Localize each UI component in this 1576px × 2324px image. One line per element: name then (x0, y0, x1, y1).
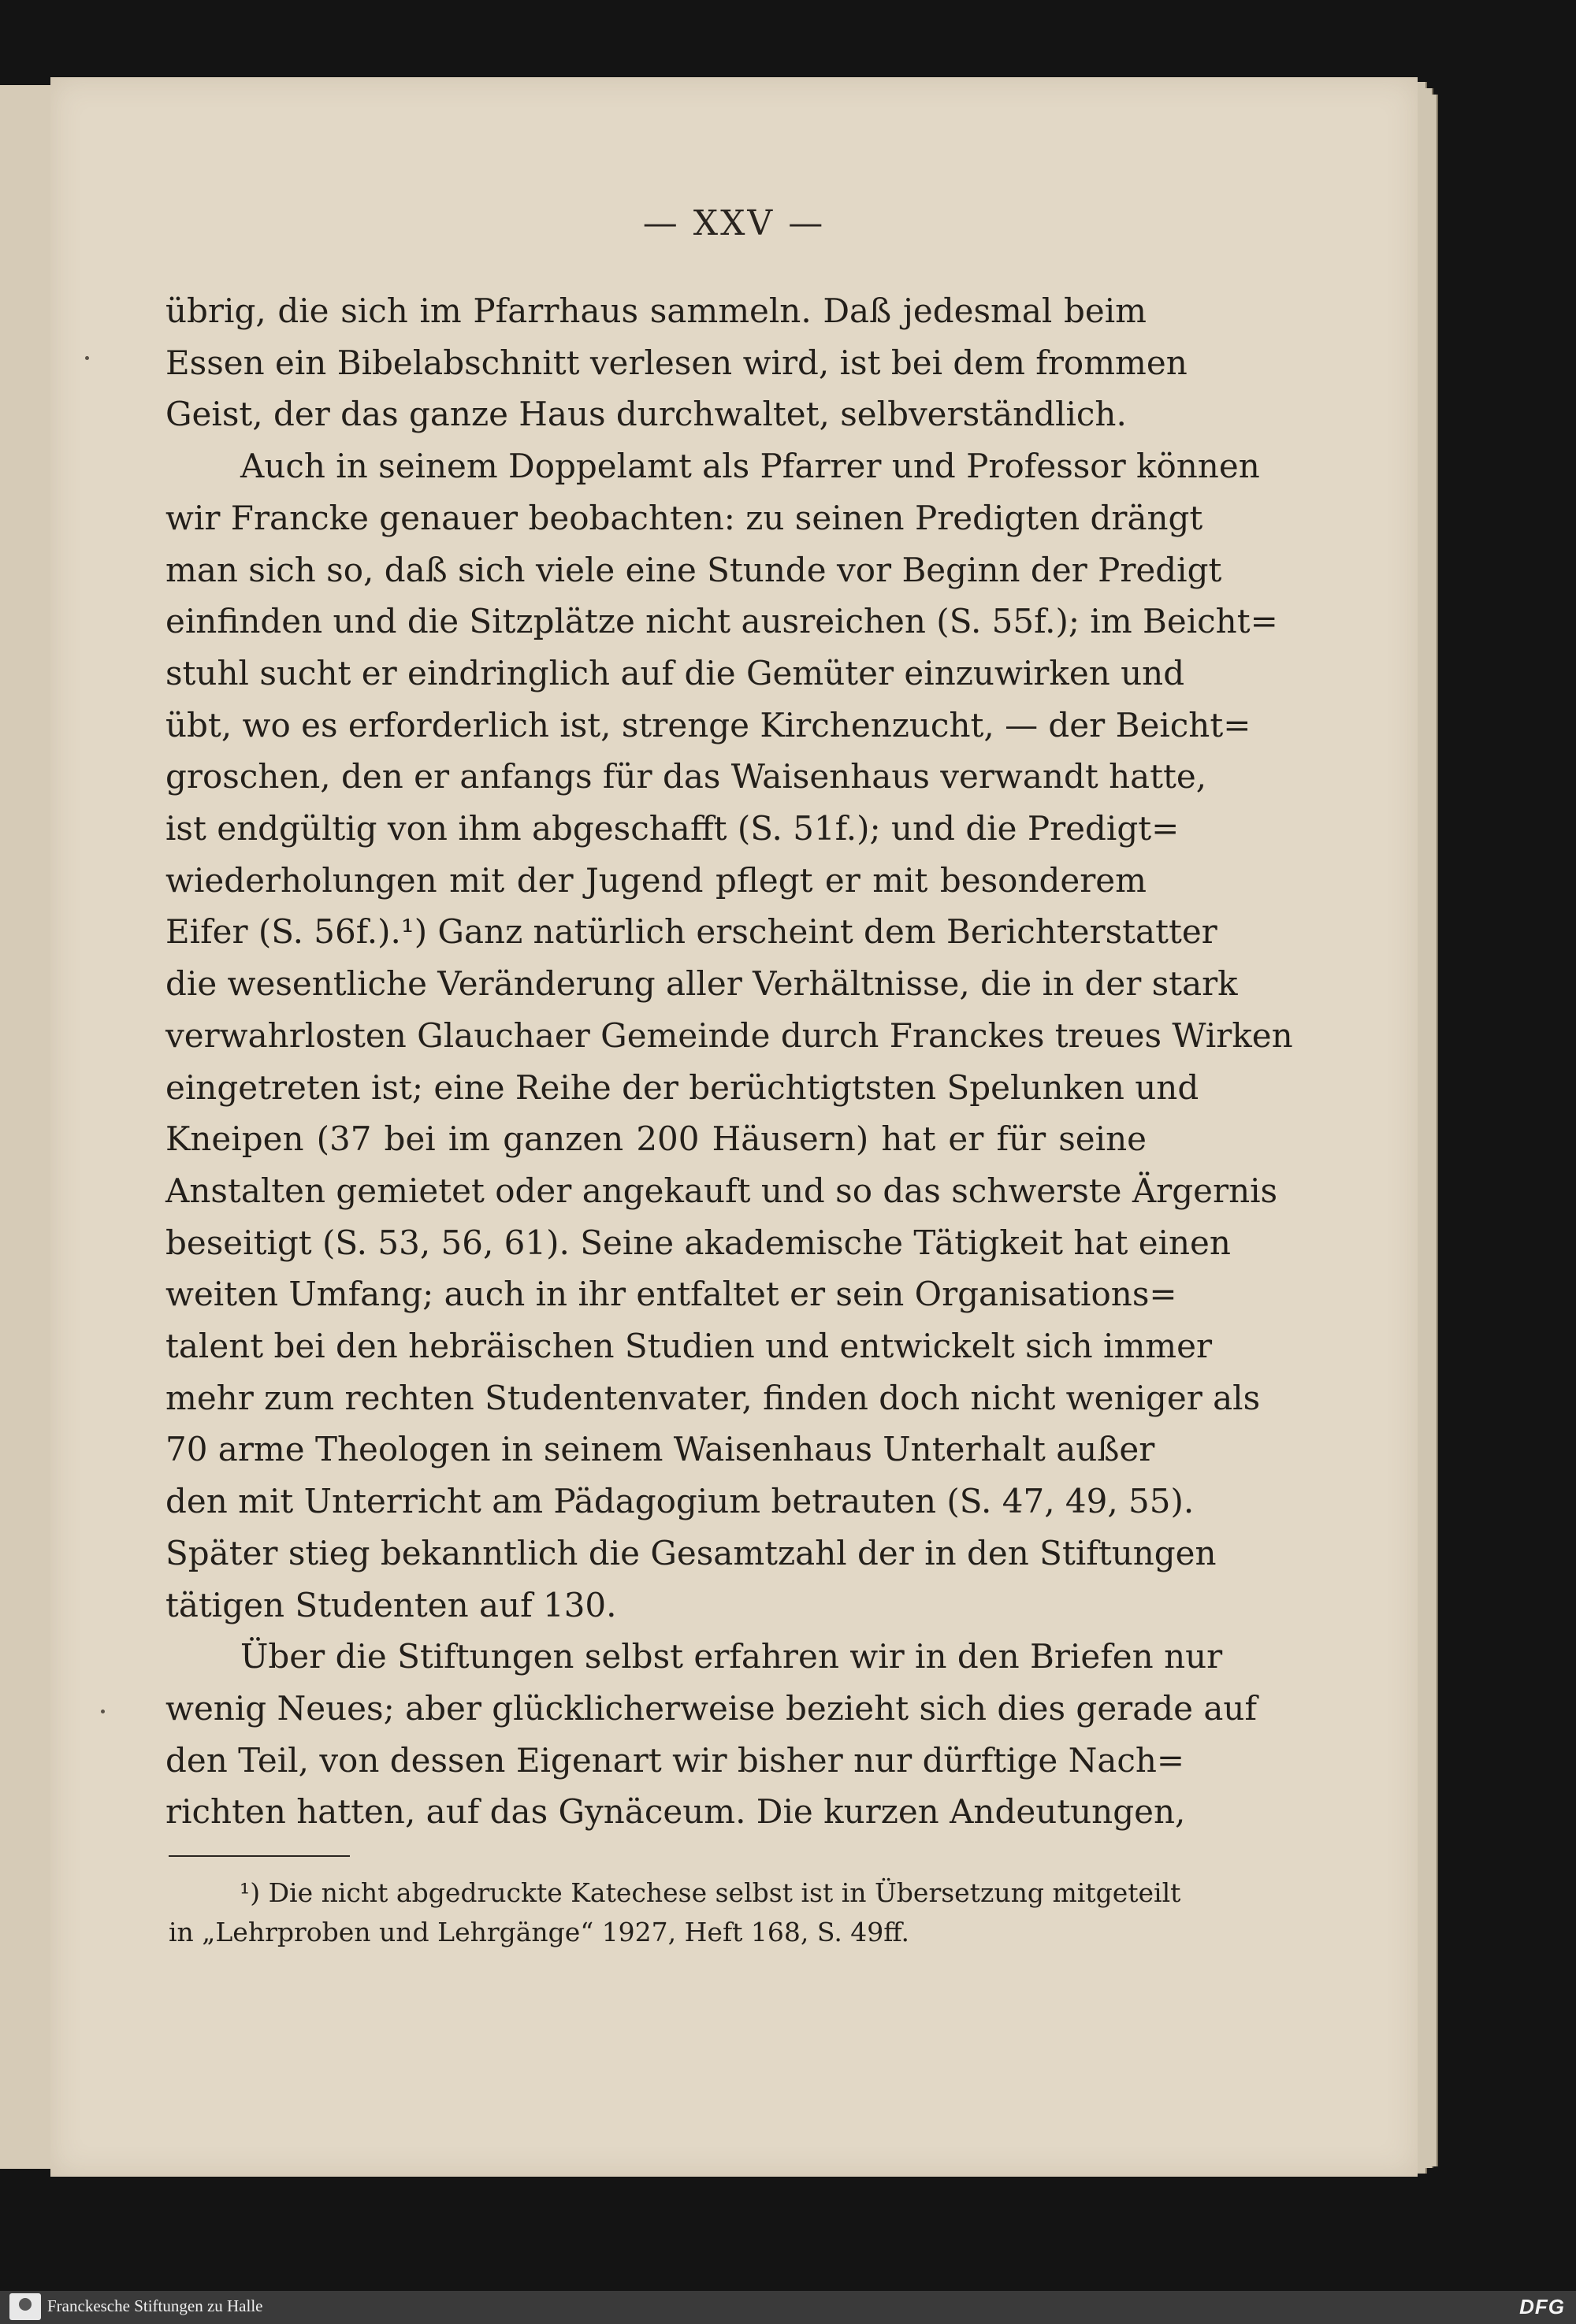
paper-speck (85, 356, 89, 360)
text-line: richten hatten, auf das Gynäceum. Die kurzen Andeutungen, (165, 1792, 1186, 1832)
text-line: verwahrlosten Glauchaer Gemeinde durch Franckes treues Wirken (165, 1015, 1293, 1055)
text-line: weiten Umfang; auch in ihr entfaltet er sein Organisations= (165, 1275, 1177, 1314)
text-line: übrig, die sich im Pfarrhaus sammeln. Daß jedesmal beim (165, 291, 1147, 330)
text-line: talent bei den hebräischen Studien und entwickelt sich immer (165, 1327, 1213, 1366)
text-line: wir Francke genauer beobachten: zu seinen Predigten drängt (165, 498, 1203, 537)
text-line: Geist, der das ganze Haus durchwaltet, selbverständlich. (165, 395, 1127, 434)
body-text (165, 285, 1293, 1838)
text-line: 70 arme Theologen in seinem Waisenhaus Unterhalt außer (165, 1430, 1155, 1469)
text-line: tätigen Studenten auf 130. (165, 1585, 617, 1624)
paper-speck (101, 1710, 105, 1713)
text-line: ist endgültig von ihm abgeschafft (S. 51f.); und die Predigt= (165, 809, 1180, 848)
text-line: stuhl sucht er eindringlich auf die Gemüter einzuwirken und (165, 653, 1185, 692)
text-line: wiederholungen mit der Jugend pflegt er mit besonderem (165, 860, 1147, 900)
text-line: den Teil, von dessen Eigenart wir bisher nur dürftige Nach= (165, 1740, 1185, 1780)
text-line: wenig Neues; aber glücklicherweise bezieht sich dies gerade auf (165, 1688, 1258, 1728)
dfg-logo: DFG (1519, 2295, 1565, 2318)
text-line: Kneipen (37 bei im ganzen 200 Häusern) hat er für seine (165, 1119, 1147, 1159)
footnotes (169, 1873, 1181, 1952)
text-line: beseitigt (S. 53, 56, 61). Seine akademische Tätigkeit hat einen (165, 1223, 1231, 1262)
text-line: Anstalten gemietet oder angekauft und so das schwerste Ärgernis (165, 1171, 1278, 1210)
page-stack-edge (1432, 95, 1438, 2166)
text-line: einfinden und die Sitzplätze nicht ausreichen (S. 55f.); im Beicht= (165, 602, 1278, 641)
text-line: Eifer (S. 56f.).¹) Ganz natürlich erscheint dem Berichterstatter (165, 912, 1217, 952)
text-line: übt, wo es erforderlich ist, strenge Kirchenzucht, — der Beicht= (165, 705, 1251, 744)
footnote-line: ¹) Die nicht abgedruckte Katechese selbst ist in Übersetzung mitgeteilt (240, 1877, 1181, 1908)
text-line: Auch in seinem Doppelamt als Pfarrer und Professor können (240, 447, 1260, 486)
footnote-divider (169, 1855, 350, 1857)
text-line: groschen, den er anfangs für das Waisenhaus verwandt hatte, (165, 757, 1207, 796)
text-line: die wesentliche Veränderung aller Verhältnisse, die in der stark (165, 964, 1238, 1004)
text-line: mehr zum rechten Studentenvater, finden doch nicht weniger als (165, 1378, 1261, 1417)
text-line: Später stieg bekanntlich die Gesamtzahl der in den Stiftungen (165, 1533, 1217, 1572)
page-number-header: — XXV — (642, 203, 826, 243)
footnote-line: in „Lehrproben und Lehrgänge“ 1927, Heft 168, S. 49ff. (169, 1917, 910, 1947)
institution-logo-icon (9, 2293, 41, 2320)
text-line: den mit Unterricht am Pädagogium betrauten (S. 47, 49, 55). (165, 1482, 1195, 1521)
facing-page-edge (0, 85, 53, 2169)
institution-name: Franckesche Stiftungen zu Halle (47, 2296, 263, 2315)
text-line: eingetreten ist; eine Reihe der berüchtigtsten Spelunken und (165, 1067, 1199, 1107)
text-line: Essen ein Bibelabschnitt verlesen wird, ist bei dem frommen (165, 343, 1188, 382)
text-line: man sich so, daß sich viele eine Stunde vor Beginn der Predigt (165, 550, 1222, 589)
text-line: Über die Stiftungen selbst erfahren wir in den Briefen nur (240, 1637, 1223, 1676)
